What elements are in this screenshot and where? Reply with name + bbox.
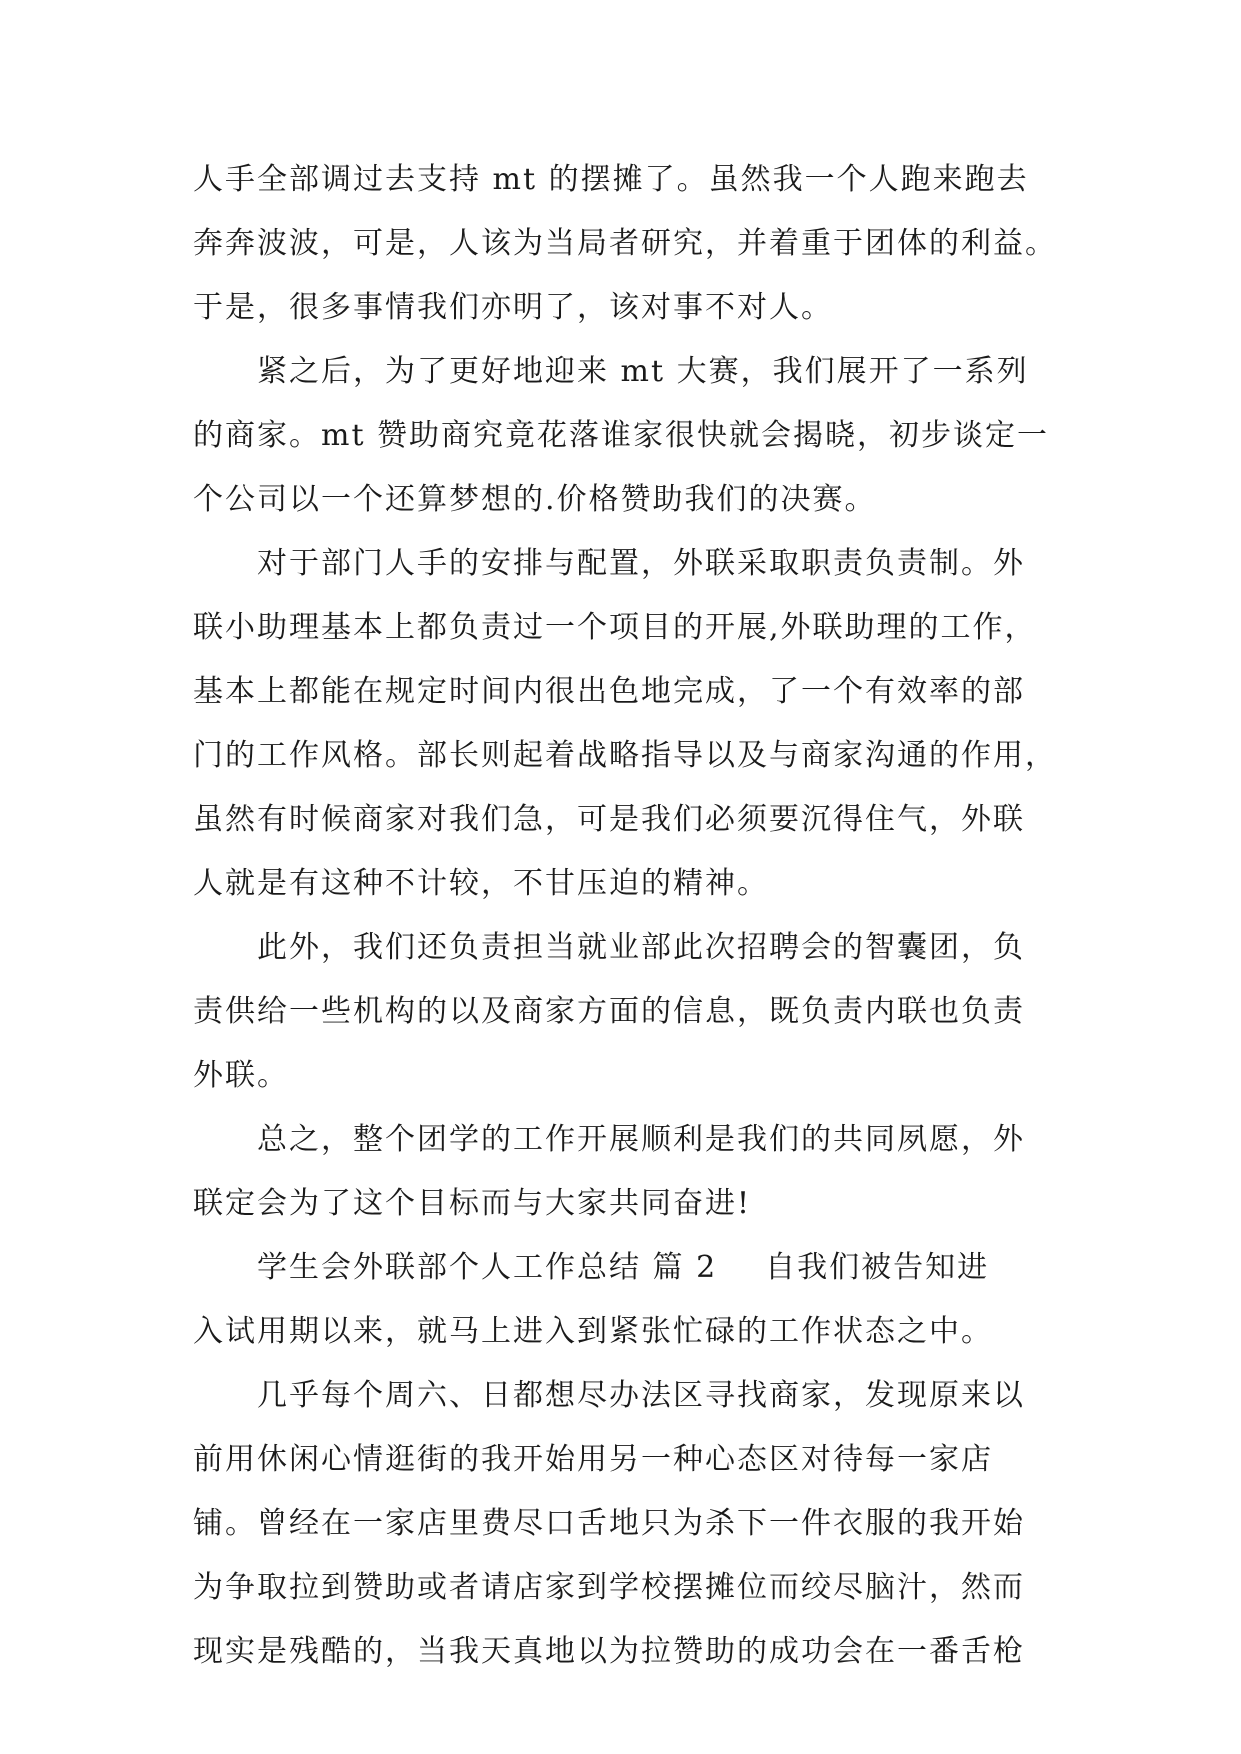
text-line: 为争取拉到赞助或者请店家到学校摆摊位而绞尽脑汁，然而: [193, 1570, 1025, 1605]
text-line: 奔奔波波，可是，人该为当局者研究，并着重于团体的利益。: [193, 226, 1057, 261]
paragraph-start-line: 紧之后，为了更好地迎来 mt 大赛，我们展开了一系列: [257, 354, 1029, 389]
paragraph-start-line: 几乎每个周六、日都想尽办法区寻找商家，发现原来以: [257, 1378, 1025, 1413]
text-line: 外联。: [193, 1058, 289, 1093]
text-line: 基本上都能在规定时间内很出色地完成，了一个有效率的部: [193, 674, 1025, 709]
text-line: 虽然有时候商家对我们急，可是我们必须要沉得住气，外联: [193, 802, 1025, 837]
paragraph-start-line: 此外，我们还负责担当就业部此次招聘会的智囊团，负: [257, 930, 1025, 965]
text-line: 联定会为了这个目标而与大家共同奋进!: [193, 1186, 752, 1221]
text-line: 联小助理基本上都负责过一个项目的开展,外联助理的工作，: [193, 610, 1037, 645]
section-heading: 学生会外联部个人工作总结 篇 2: [257, 1250, 718, 1285]
section-heading-line: [193, 1236, 1053, 1300]
text-line: 铺。曾经在一家店里费尽口舌地只为杀下一件衣服的我开始: [193, 1506, 1025, 1541]
text-line: 责供给一些机构的以及商家方面的信息，既负责内联也负责: [193, 994, 1025, 1029]
text-line: 人就是有这种不计较，不甘压迫的精神。: [193, 866, 769, 901]
document-body: [193, 148, 1057, 1684]
section-heading-continuation: 自我们被告知进: [765, 1250, 990, 1285]
text-line: 入试用期以来，就马上进入到紧张忙碌的工作状态之中。: [193, 1314, 993, 1349]
text-line: 个公司以一个还算梦想的.价格赞助我们的决赛。: [193, 482, 877, 517]
paragraph-start-line: 对于部门人手的安排与配置，外联采取职责负责制。外: [257, 546, 1025, 581]
text-line: 门的工作风格。部长则起着战略指导以及与商家沟通的作用，: [193, 738, 1057, 773]
text-line: 人手全部调过去支持 mt 的摆摊了。虽然我一个人跑来跑去: [193, 162, 1029, 197]
text-line: 的商家。mt 赞助商究竟花落谁家很快就会揭晓，初步谈定一: [193, 418, 1050, 453]
text-line: 于是，很多事情我们亦明了，该对事不对人。: [193, 290, 833, 325]
paragraph-start-line: 总之，整个团学的工作开展顺利是我们的共同夙愿，外: [257, 1122, 1025, 1157]
text-line: 前用休闲心情逛街的我开始用另一种心态区对待每一家店: [193, 1442, 993, 1477]
text-line: 现实是残酷的，当我天真地以为拉赞助的成功会在一番舌枪: [193, 1634, 1025, 1669]
